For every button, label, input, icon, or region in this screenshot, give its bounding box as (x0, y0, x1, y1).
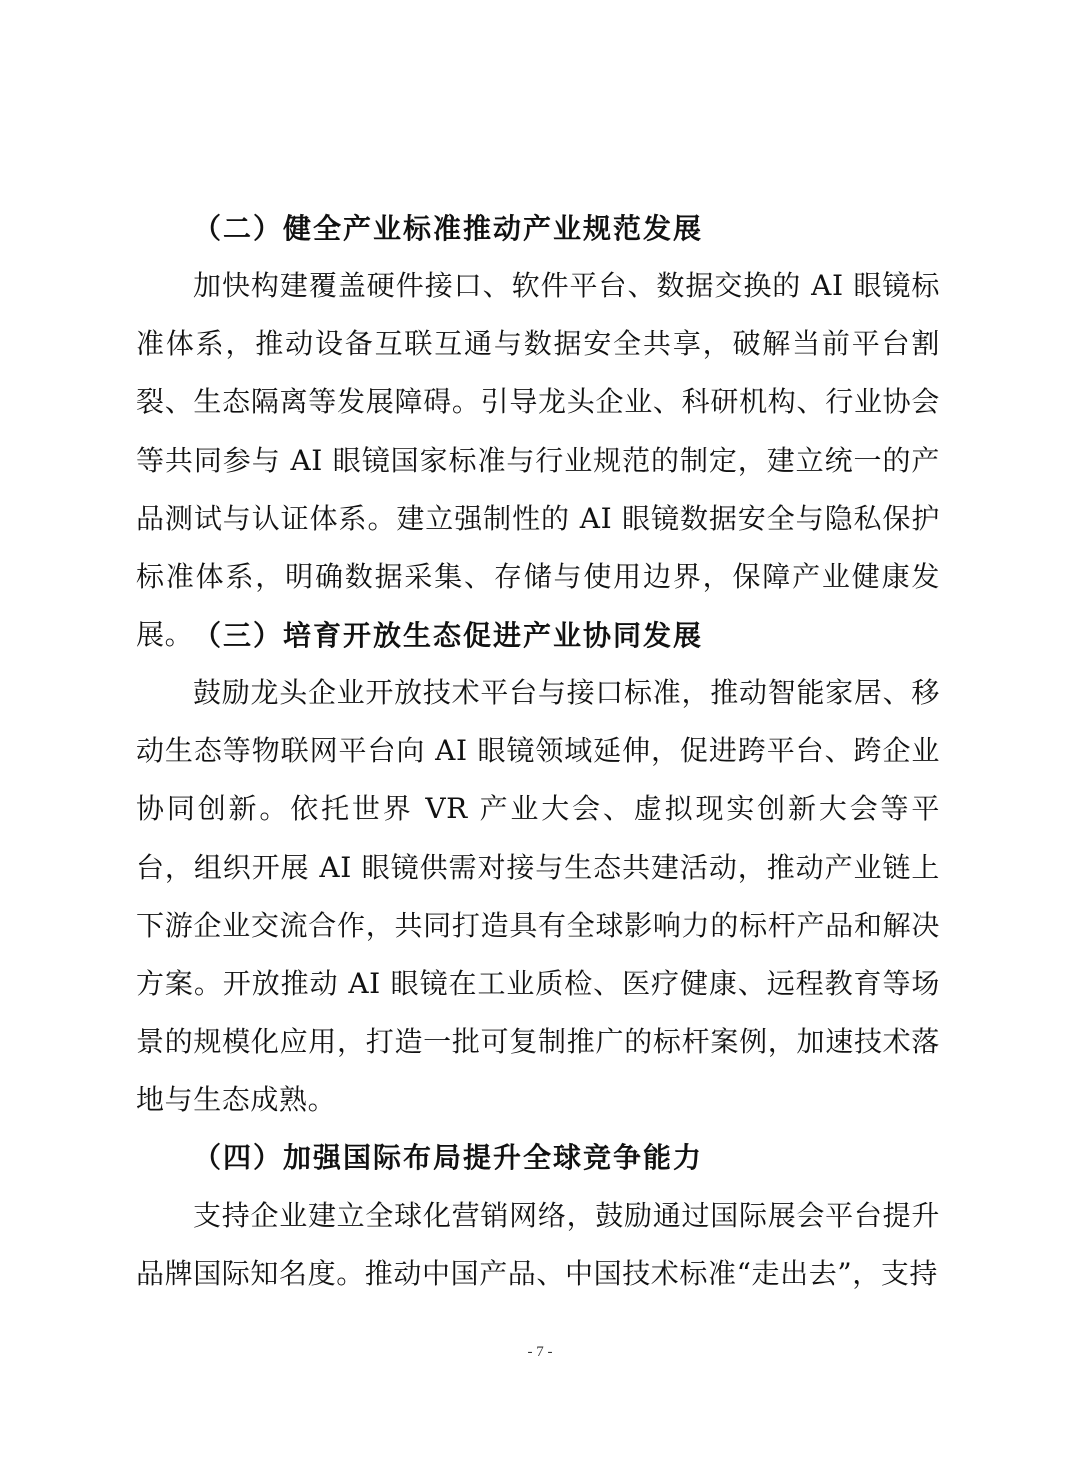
section-heading-2: （二）健全产业标准推动产业规范发展 (193, 212, 704, 245)
section-paragraph-4: 支持企业建立全球化营销网络，鼓励通过国际展会平台提升品牌国际知名度。推动中国产品、中国技术标准“走出去”，支持 (136, 1199, 940, 1291)
page-number: - 7 - (527, 1344, 553, 1360)
section-paragraph-3: 鼓励龙头企业开放技术平台与接口标准，推动智能家居、移动生态等物联网平台向 AI 眼镜领域延伸，促进跨平台、跨企业协同创新。依托世界 VR 产业大会、虚拟现实创新大会等平台，组织开展 AI 眼镜供需对接与生态共建活动，推动产业链上下游企业交流合作，共同打造具有全球影响力的标杆产品和解决方案。开放推动 AI 眼镜在工业质检、医疗健康、远程教育等场景的规模化应用，打造一批可复制推广的标杆案例，加速技术落地与生态成熟。 (136, 676, 940, 1117)
section-heading-3: （三）培育开放生态促进产业协同发展 (193, 619, 704, 652)
section-paragraph-2: 加快构建覆盖硬件接口、软件平台、数据交换的 AI 眼镜标准体系，推动设备互联互通与数据安全共享，破解当前平台割裂、生态隔离等发展障碍。引导龙头企业、科研机构、行业协会等共同参与 AI 眼镜国家标准与行业规范的制定，建立统一的产品测试与认证体系。建立强制性的 AI 眼镜数据安全与隐私保护标准体系，明确数据采集、存储与使用边界，保障产业健康发展。 (136, 269, 940, 652)
section-heading-4: （四）加强国际布局提升全球竞争能力 (193, 1141, 704, 1174)
